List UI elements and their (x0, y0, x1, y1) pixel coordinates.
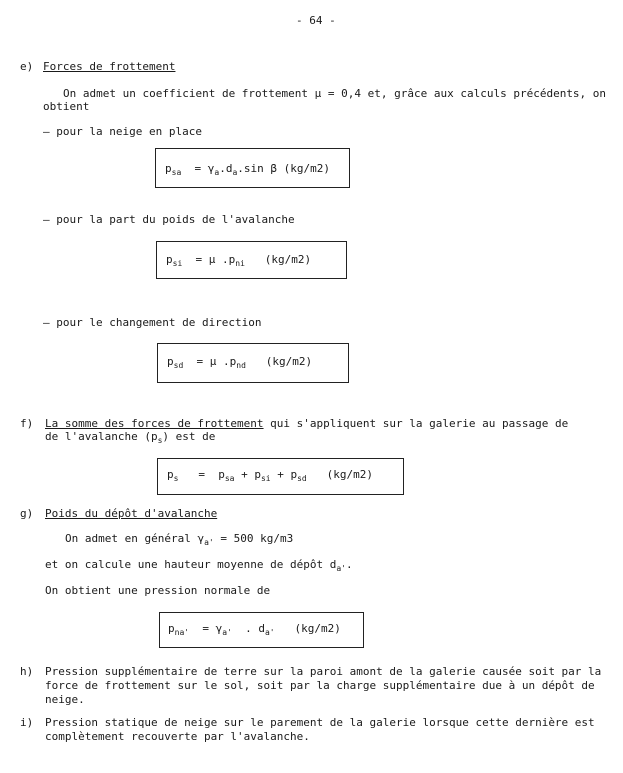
equation-ps: $p_s$ = $p_{sa} + p_{si} + p_{sd}$ (kg/m2) (167, 468, 373, 483)
section-g-line2: et on calcule une hauteur moyenne de dépôt $d_{a'}$. (45, 558, 353, 573)
equation-psi: $p_{si} = \mu$ $.p_{ni}$ (kg/m2) (166, 253, 312, 268)
section-e-item2: – pour la part du poids de l'avalanche (43, 213, 295, 226)
section-g-label: g) (20, 507, 34, 520)
section-e-item1: – pour la neige en place (43, 125, 202, 138)
section-h-text: Pression supplémentaire de terre sur la paroi amont de la galerie causée soit par la force de frottement sur le sol, soit par la charge supplémentaire due à un dépôt de neige. (45, 665, 602, 706)
section-e-title: Forces de frottement (43, 60, 176, 73)
equation-psa: $p_{sa} = \gamma_a.d_a.\sin$ β (kg/m2) (165, 162, 331, 177)
section-e-intro-line1: On admet un coefficient de frottement μ = 0,4 et, grâce aux calculs précédents, on (63, 87, 607, 100)
section-f-line1: La somme des forces de frottement qui s'appliquent sur la galerie au passage de (45, 417, 569, 430)
section-f-label: f) (20, 417, 34, 430)
section-e-intro-line2: obtient (43, 100, 90, 113)
section-f-line2: de l'avalanche $(p_s)$ est de (45, 430, 216, 445)
page-number: - 64 - (296, 14, 336, 27)
section-h-label: h) (20, 665, 34, 678)
section-i-text: Pression statique de neige sur le parement de la galerie lorsque cette dernière est complètement recouverte par l'avalanche. (45, 716, 595, 743)
section-e-item3: – pour le changement de direction (43, 316, 262, 329)
section-f-title: La somme des forces de frottement (45, 417, 264, 430)
section-g-title: Poids du dépôt d'avalanche (45, 507, 218, 520)
section-i-label: i) (20, 716, 34, 729)
equation-psd: $p_{sd} = \mu$ $.p_{nd}$ (kg/m2) (167, 355, 313, 370)
section-g-line3: On obtient une pression normale de (45, 584, 271, 597)
section-e-label: e) (20, 60, 34, 73)
section-g-line1: On admet en général $\gamma_{a'} = 500$ kg/m3 (65, 532, 294, 547)
equation-pna: $p_{na'} = \gamma_{a'}$ . $d_{a'}$ (kg/m2) (168, 622, 341, 637)
